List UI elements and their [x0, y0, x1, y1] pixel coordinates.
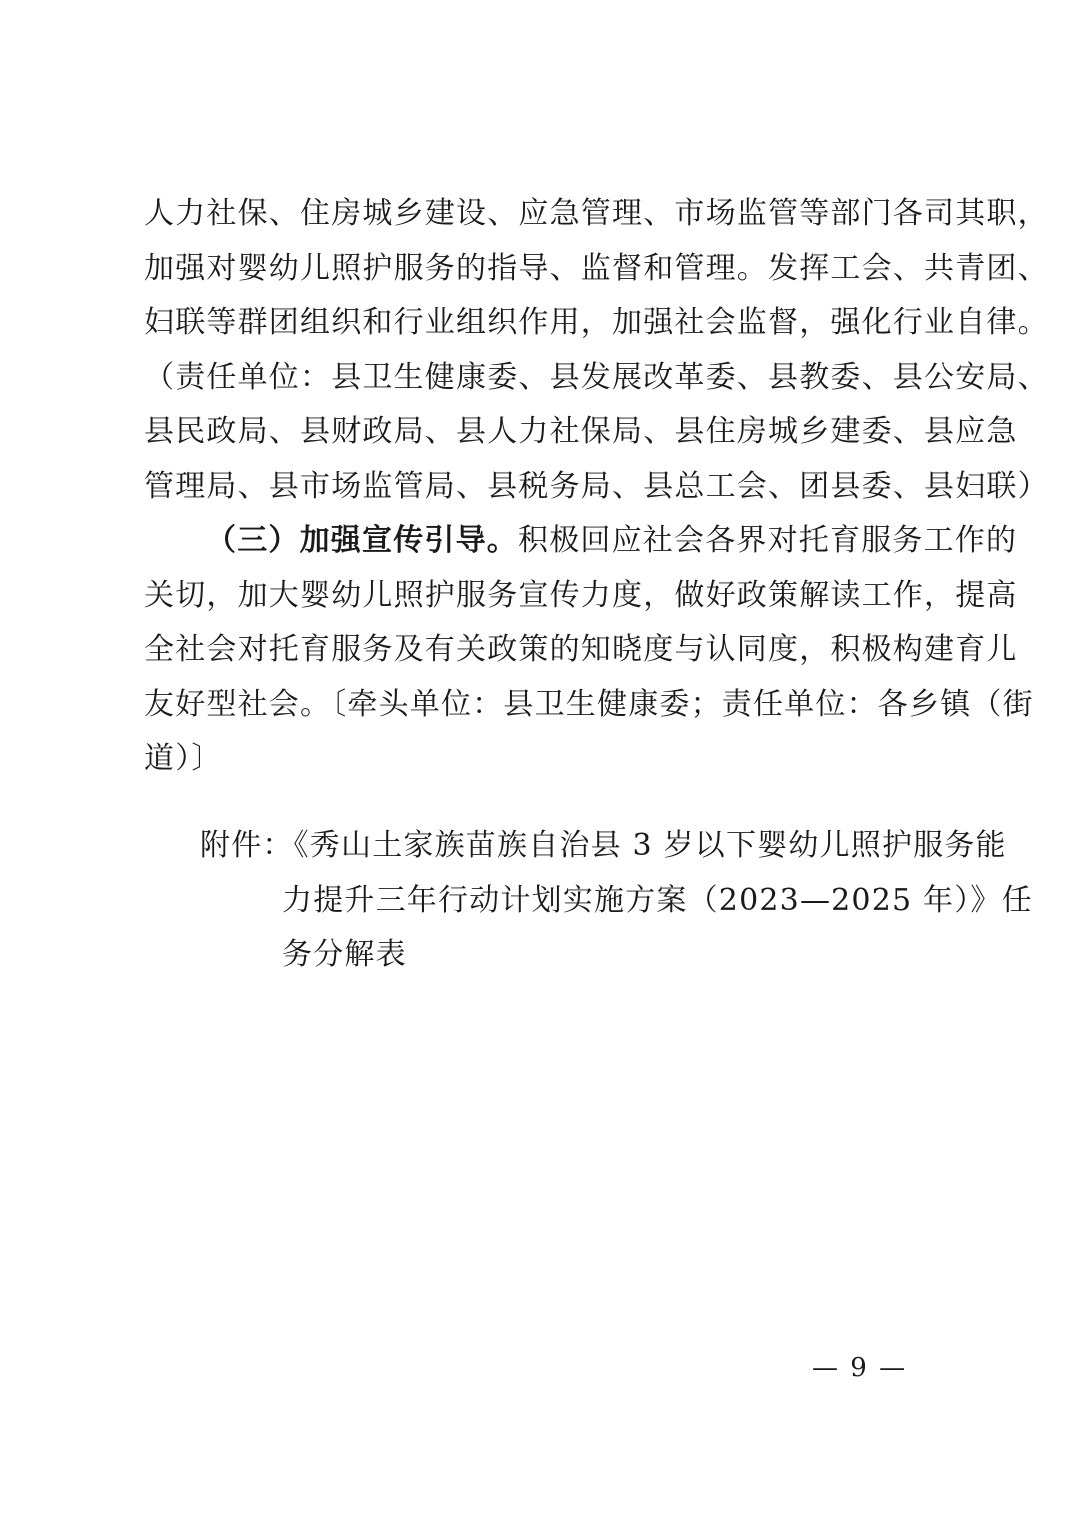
body-text: [144, 187, 1049, 787]
section3-heading: （三）加强宣传引导。: [206, 523, 518, 558]
section3-line: 全社会对托育服务及有关政策的知晓度与认同度，积极构建育儿: [144, 632, 1018, 667]
body-line: （责任单位：县卫生健康委、县发展改革委、县教委、县公安局、: [144, 359, 1049, 395]
section3-first-line: [144, 514, 1018, 569]
section3-line: 道）〕: [144, 741, 223, 776]
section3-line: 友好型社会。〔牵头单位：县卫生健康委；责任单位：各乡镇（街: [144, 686, 1034, 722]
body-line: 加强对婴幼儿照护服务的指导、监督和管理。发挥工会、共青团、: [144, 250, 1049, 286]
attachment-line: 力提升三年行动计划实施方案（2023—2025 年）》任: [282, 882, 1033, 918]
section3-line: 关切，加大婴幼儿照护服务宣传力度，做好政策解读工作，提高: [144, 577, 1018, 613]
attachment-line: 务分解表: [282, 937, 407, 972]
body-line: 县民政局、县财政局、县人力社保局、县住房城乡建委、县应急: [144, 414, 1018, 449]
body-line: 人力社保、住房城乡建设、应急管理、市场监管等部门各司其职，: [144, 196, 1049, 231]
section3-first-line-text: 积极回应社会各界对托育服务工作的: [518, 523, 1018, 558]
body-line: 管理局、县市场监管局、县税务局、县总工会、团县委、县妇联）: [144, 468, 1049, 504]
attachment-line: 附件：《秀山土家族苗族自治县 3 岁以下婴幼儿照护服务能: [200, 828, 1007, 863]
attachment-note: [200, 819, 1033, 983]
page-number: — 9 —: [812, 1353, 908, 1383]
body-line: 妇联等群团组织和行业组织作用，加强社会监督，强化行业自律。: [144, 305, 1049, 340]
